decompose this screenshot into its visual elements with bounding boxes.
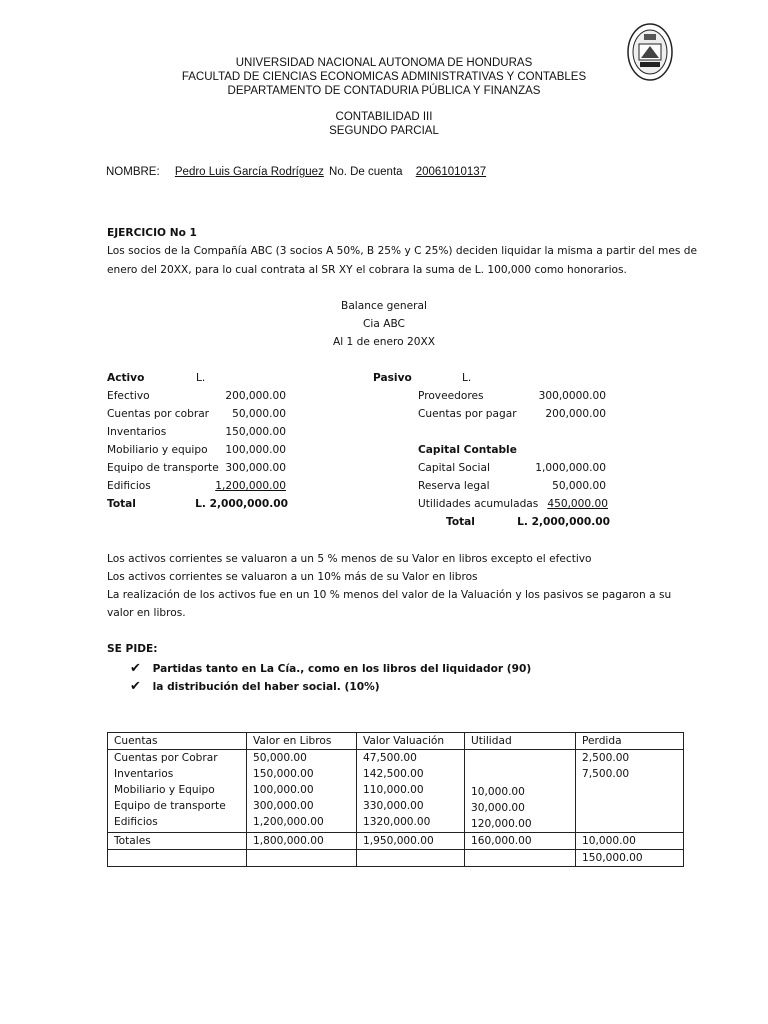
activo-value: 100,000.00 xyxy=(225,444,286,456)
activo-total-label: Total xyxy=(107,498,136,510)
activo-name: Equipo de transporte xyxy=(107,462,219,474)
valuacion-value: 110,000.00 xyxy=(363,784,424,796)
valuacion-value: 330,000.00 xyxy=(363,800,424,812)
capital-value: 1,000,000.00 xyxy=(535,462,606,474)
cuenta-name: Edificios xyxy=(114,816,158,828)
table-row xyxy=(108,850,684,867)
table-header-row xyxy=(108,733,684,750)
utilidad-value: 30,000.00 xyxy=(471,802,525,814)
empty-cell xyxy=(357,850,465,867)
pasivo-name: Proveedores xyxy=(418,390,484,402)
cuenta-name: Equipo de transporte xyxy=(114,800,226,812)
capital-name: Capital Social xyxy=(418,462,490,474)
activo-name: Cuentas por cobrar xyxy=(107,408,210,420)
balance-date: Al 1 de enero 20XX xyxy=(333,336,435,348)
valuacion-value: 47,500.00 xyxy=(363,752,417,764)
totals-libros: 1,800,000.00 xyxy=(247,833,357,850)
faculty-name: FACULTAD DE CIENCIAS ECONOMICAS ADMINISTRATIVAS Y CONTABLES xyxy=(181,71,587,83)
note-line: valor en libros. xyxy=(107,607,186,619)
se-pide-item xyxy=(130,661,531,676)
account-label: No. De cuenta xyxy=(329,166,403,178)
activo-label: Activo xyxy=(107,372,145,384)
libros-value: 50,000.00 xyxy=(253,752,307,764)
activo-currency: L. xyxy=(196,372,206,384)
pasivo-value: 200,000.00 xyxy=(545,408,606,420)
totals-utilidad: 160,000.00 xyxy=(465,833,576,850)
pasivo-total: L. 2,000,000.00 xyxy=(517,516,610,528)
table-header: Valor Valuación xyxy=(357,733,465,750)
activo-name: Inventarios xyxy=(107,426,167,438)
totals-perdida: 10,000.00 xyxy=(576,833,684,850)
perdida-value: 2,500.00 xyxy=(582,752,630,764)
name-label: NOMBRE: xyxy=(106,166,160,178)
course-name: CONTABILIDAD III xyxy=(335,111,433,123)
activo-name: Efectivo xyxy=(107,390,150,402)
table-totals-row xyxy=(108,833,684,850)
pasivo-label: Pasivo xyxy=(373,372,412,384)
se-pide-item-text: Partidas tanto en La Cía., como en los libros del liquidador (90) xyxy=(152,663,532,675)
exercise-text-line1: Los socios de la Compañía ABC (3 socios A 50%, B 25% y C 25%) deciden liquidar la misma a partir del mes de xyxy=(107,245,698,257)
activo-name: Edificios xyxy=(107,480,151,492)
table-header: Utilidad xyxy=(465,733,576,750)
balance-title: Balance general xyxy=(341,300,427,312)
extra-perdida: 150,000.00 xyxy=(576,850,684,867)
activo-value: 200,000.00 xyxy=(225,390,286,402)
pasivo-value: 300,0000.00 xyxy=(538,390,606,402)
balance-company: Cia ABC xyxy=(363,318,405,330)
cuenta-name: Cuentas por Cobrar xyxy=(114,752,218,764)
exam-name: SEGUNDO PARCIAL xyxy=(329,125,439,137)
capital-name: Utilidades acumuladas xyxy=(418,498,539,510)
cuenta-name: Inventarios xyxy=(114,768,174,780)
valuation-table xyxy=(107,732,684,867)
totals-label: Totales xyxy=(108,833,247,850)
account-number: 20061010137 xyxy=(415,166,487,178)
valuacion-value: 1320,000.00 xyxy=(363,816,431,828)
note-line: Los activos corrientes se valuaron a un 10% más de su Valor en libros xyxy=(107,571,478,583)
activo-total: L. 2,000,000.00 xyxy=(195,498,288,510)
pasivo-currency: L. xyxy=(462,372,472,384)
checkmark-icon: ✔ xyxy=(130,661,141,676)
exercise-text-line2: enero del 20XX, para lo cual contrata al SR XY el cobrara la suma de L. 100,000 como honorarios. xyxy=(107,264,627,276)
pasivo-total-label: Total xyxy=(446,516,475,528)
capital-value: 50,000.00 xyxy=(552,480,606,492)
activo-value: 1,200,000.00 xyxy=(215,480,286,492)
se-pide-item xyxy=(130,679,380,694)
note-line: Los activos corrientes se valuaron a un 5 % menos de su Valor en libros excepto el efectivo xyxy=(107,553,592,565)
cuenta-name: Mobiliario y Equipo xyxy=(114,784,215,796)
valuacion-value: 142,500.00 xyxy=(363,768,424,780)
perdida-value: 7,500.00 xyxy=(582,768,630,780)
pasivo-name: Cuentas por pagar xyxy=(418,408,517,420)
capital-value: 450,000.00 xyxy=(547,498,608,510)
activo-value: 300,000.00 xyxy=(225,462,286,474)
totals-valuacion: 1,950,000.00 xyxy=(357,833,465,850)
activo-name: Mobiliario y equipo xyxy=(107,444,208,456)
valuacion-cell xyxy=(357,750,465,833)
libros-value: 150,000.00 xyxy=(253,768,314,780)
university-name: UNIVERSIDAD NACIONAL AUTONOMA DE HONDURAS xyxy=(235,57,533,69)
student-line xyxy=(106,166,492,178)
se-pide-item-text: la distribución del haber social. (10%) xyxy=(152,681,380,693)
libros-value: 1,200,000.00 xyxy=(253,816,324,828)
capital-label: Capital Contable xyxy=(418,444,517,456)
student-name: Pedro Luis García Rodríguez xyxy=(174,166,324,178)
empty-cell xyxy=(108,850,247,867)
checkmark-icon: ✔ xyxy=(130,679,141,694)
utilidad-value: 10,000.00 xyxy=(471,786,525,798)
empty-cell xyxy=(247,850,357,867)
exercise-title: EJERCICIO No 1 xyxy=(107,227,197,239)
utilidad-cell xyxy=(465,750,576,833)
libros-value: 300,000.00 xyxy=(253,800,314,812)
table-header: Perdida xyxy=(576,733,684,750)
utilidad-value: 120,000.00 xyxy=(471,818,532,830)
note-line: La realización de los activos fue en un 10 % menos del valor de la Valuación y los pasivos se pagaron a su xyxy=(107,589,672,601)
se-pide-title: SE PIDE: xyxy=(107,643,158,655)
table-header: Cuentas xyxy=(108,733,247,750)
cuentas-cell xyxy=(108,750,247,833)
libros-value: 100,000.00 xyxy=(253,784,314,796)
empty-cell xyxy=(465,850,576,867)
perdida-cell xyxy=(576,750,684,833)
activo-value: 150,000.00 xyxy=(225,426,286,438)
department-name: DEPARTAMENTO DE CONTADURIA PÚBLICA Y FINANZAS xyxy=(227,85,541,97)
table-header: Valor en Libros xyxy=(247,733,357,750)
capital-name: Reserva legal xyxy=(418,480,490,492)
activo-value: 50,000.00 xyxy=(232,408,286,420)
libros-cell xyxy=(247,750,357,833)
table-row xyxy=(108,750,684,833)
